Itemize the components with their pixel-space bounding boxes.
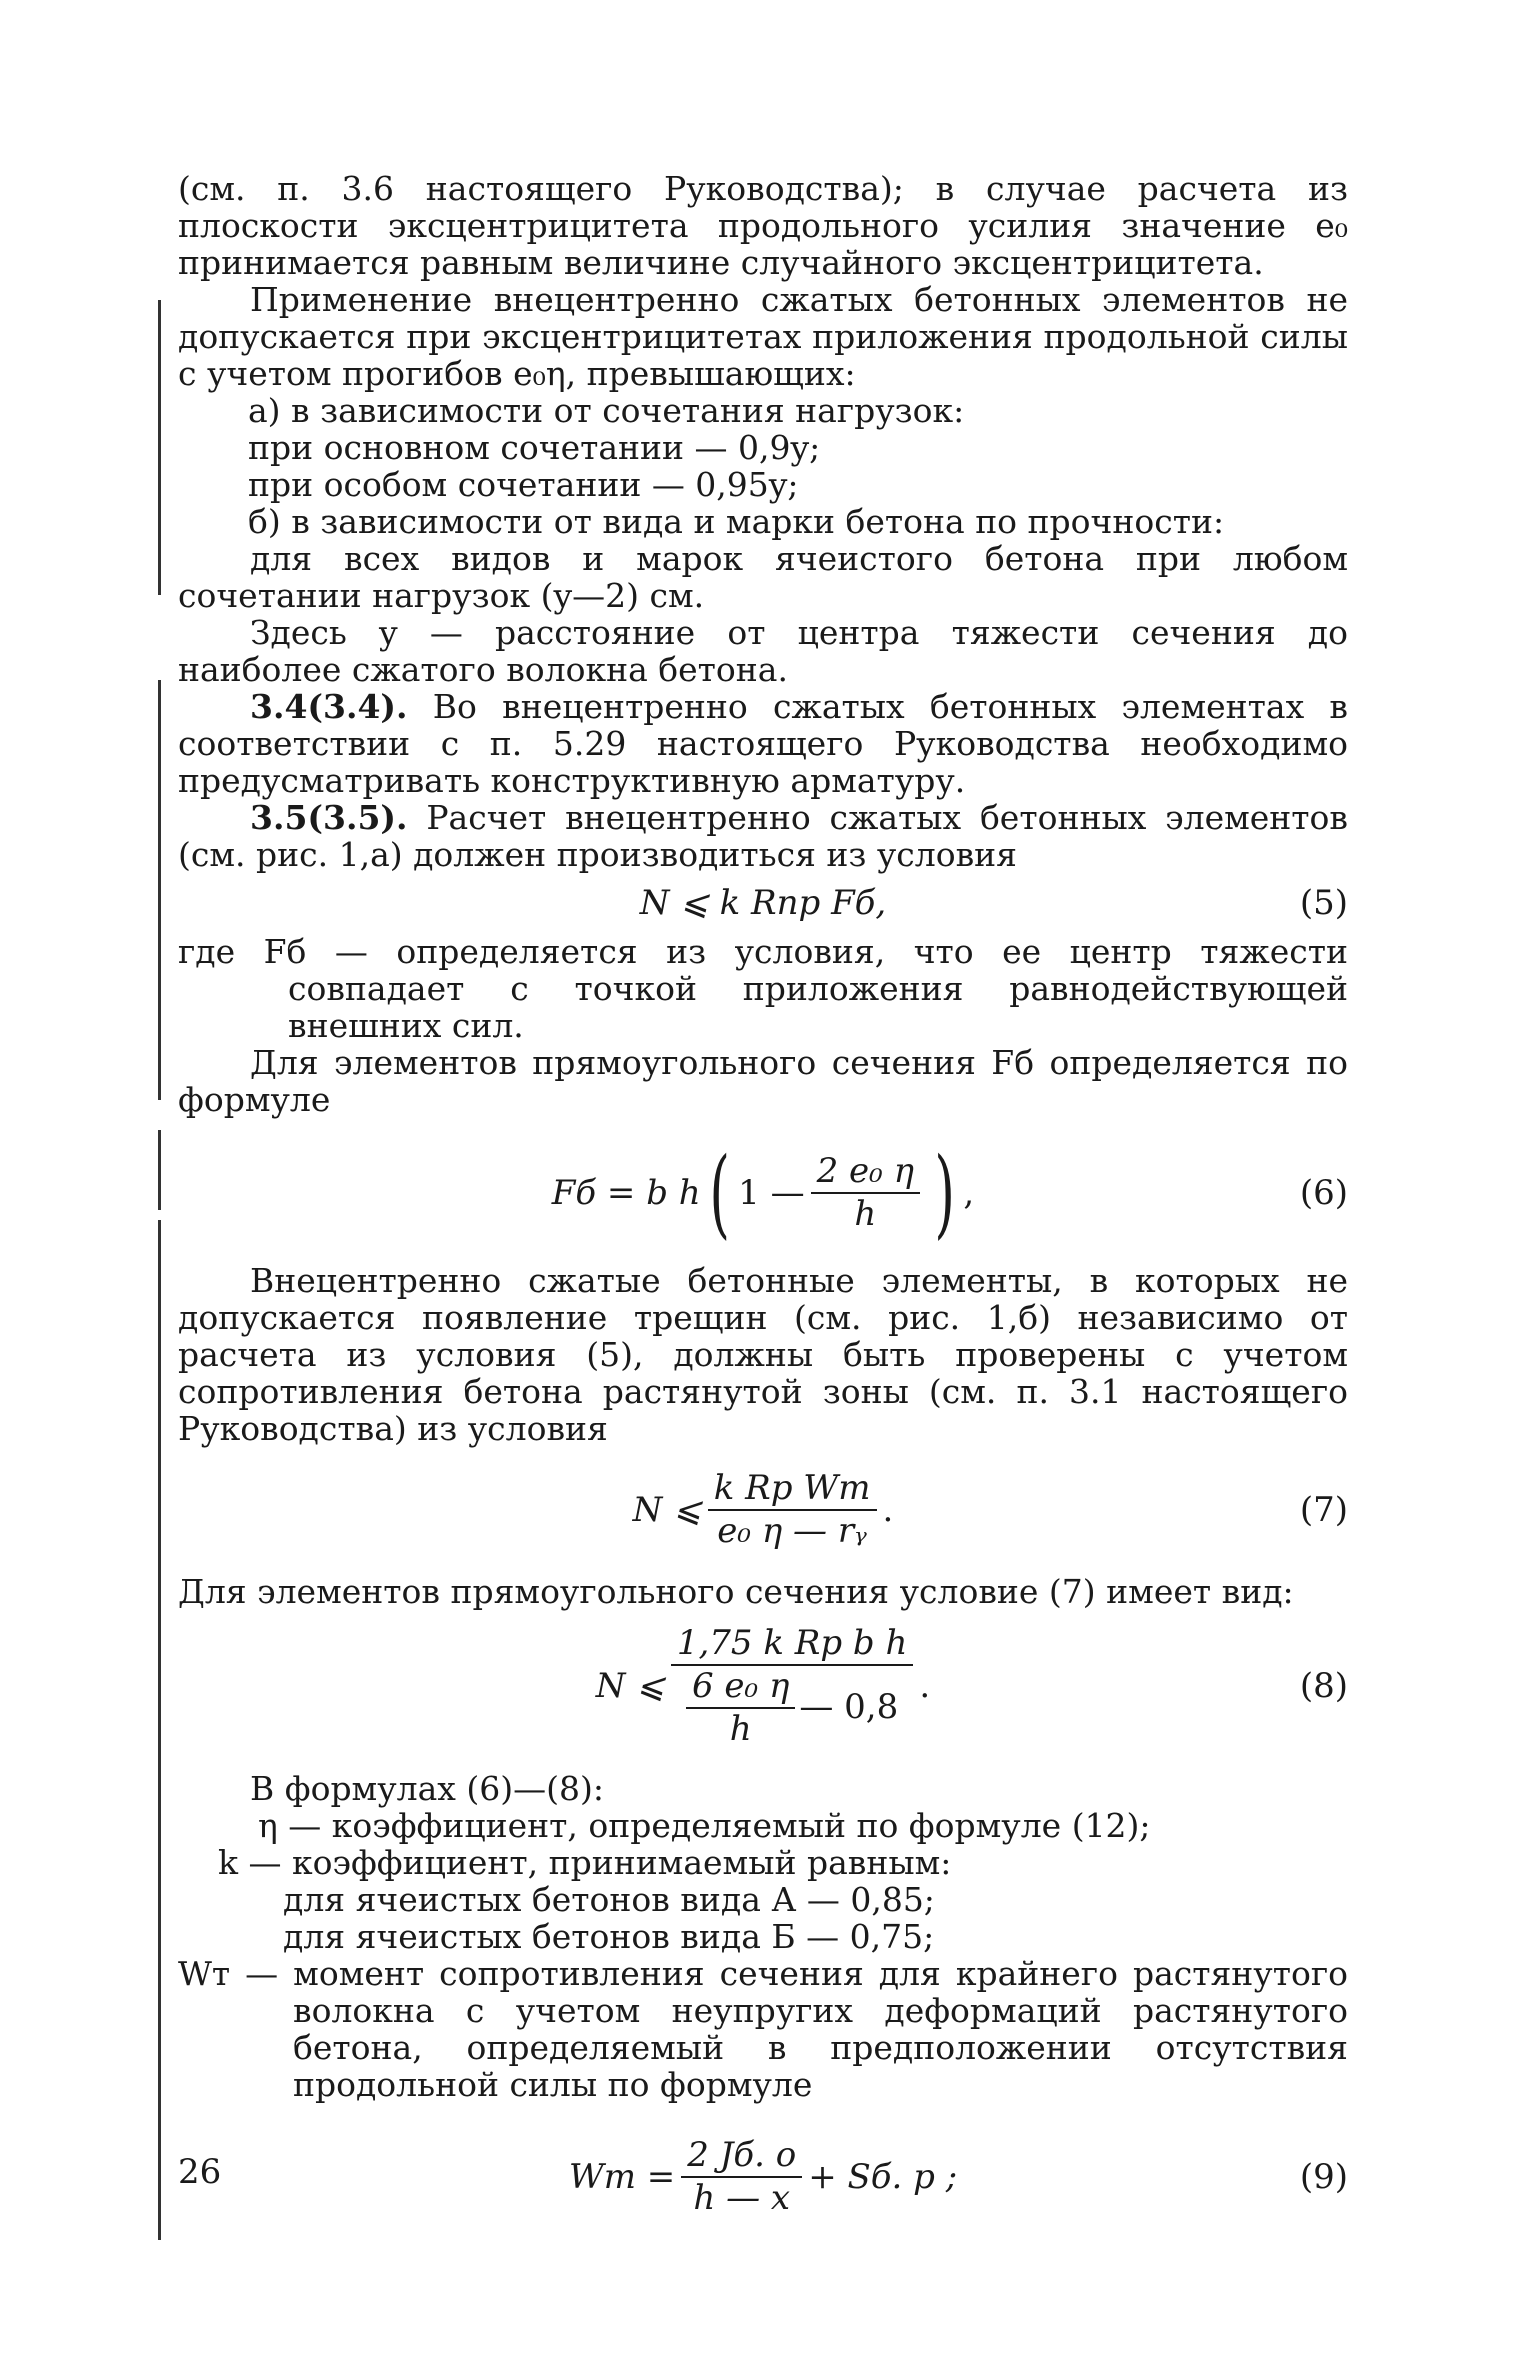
fraction — [671, 1622, 914, 1749]
definition-subitem: для ячеистых бетонов вида А — 0,85; — [283, 1880, 935, 1919]
inner-numerator: 6 e₀ η — [686, 1668, 795, 1709]
paragraph: Внецентренно сжатые бетонные элементы, в которых не допускается появление трещин (см. рис. 1,б) независимо от расчета из условия (5), должны быть проверены с учетом сопротивления бетона растянутой зоны (см. п. 3.1 настоящего Руководства) из условия — [178, 1261, 1348, 1448]
definition-subitem: для ячеистых бетонов вида Б — 0,75; — [283, 1917, 935, 1956]
clause-number: 3.5(3.5). — [250, 798, 408, 837]
paragraph — [178, 799, 1348, 873]
paragraph: Для элементов прямоугольного сечения Fб определяется по формуле — [178, 1043, 1348, 1119]
inner-fraction — [686, 1665, 795, 1749]
equation-tail: + Sб. р ; — [808, 2156, 958, 2197]
list-item: а) в зависимости от сочетания нагрузок: — [248, 391, 965, 430]
fraction-denominator: e₀ η — rᵧ — [717, 1511, 867, 1551]
right-paren: ) — [934, 1137, 955, 1249]
fraction — [681, 2137, 802, 2217]
fraction-denominator — [680, 1666, 904, 1748]
fraction — [708, 1470, 877, 1550]
inner-tail: — 0,8 — [799, 1687, 899, 1727]
equation-lhs: N ⩽ — [632, 1489, 702, 1530]
equation-tail: . — [882, 1489, 894, 1530]
fraction-numerator: 1,75 k Rр b h — [671, 1625, 914, 1666]
margin-rule — [158, 1130, 161, 1210]
paragraph: В формулах (6)—(8): — [250, 1769, 604, 1808]
margin-rule — [158, 1220, 161, 2240]
equation-6 — [178, 1128, 1348, 1258]
fraction-denominator: h — x — [693, 2178, 791, 2218]
definition-item: k — коэффициент, принимаемый равным: — [218, 1843, 952, 1882]
list-item: при особом сочетании — 0,95y; — [248, 465, 799, 504]
equation-7 — [178, 1455, 1348, 1565]
equation-5 — [178, 877, 1348, 929]
paragraph: где Fб — определяется из условия, что ее центр тяжести совпадает с точкой приложения равнодействующей внешних сил. — [178, 932, 1348, 1045]
equation-tail: . — [919, 1665, 931, 1706]
paragraph — [178, 688, 1348, 799]
left-paren: ( — [709, 1137, 730, 1249]
equation-number: (6) — [1299, 1172, 1348, 1213]
fraction-numerator: k Rр Wт — [708, 1470, 877, 1511]
page-number: 26 — [178, 2152, 222, 2192]
fraction — [811, 1153, 920, 1233]
list-item: при основном сочетании — 0,9y; — [248, 428, 821, 467]
definition-item: η — коэффициент, определяемый по формуле (12); — [258, 1806, 1151, 1845]
equation-number: (5) — [1299, 882, 1348, 923]
fraction-numerator: 2 e₀ η — [811, 1153, 920, 1194]
body-text — [178, 170, 1348, 2237]
margin-rule — [158, 300, 161, 595]
paragraph: (см. п. 3.6 настоящего Руководства); в случае расчета из плоскости эксцентрицитета продольного усилия значение e₀ принимается равным величине случайного эксцентрицитета. — [178, 169, 1348, 282]
equation-number: (8) — [1299, 1665, 1348, 1706]
paragraph-text: Во внецентренно сжатых бетонных элементах в соответствии с п. 5.29 настоящего Руководства необходимо предусматривать конструктивную арматуру. — [178, 687, 1348, 800]
equation-lhs: Wт = — [568, 2156, 676, 2197]
inner-denominator: h — [729, 1708, 752, 1749]
equation-expr: N ⩽ k Rпр Fб, — [639, 882, 887, 923]
paragraph-text: Расчет внецентренно сжатых бетонных элементов (см. рис. 1,а) должен производиться из условия — [178, 798, 1348, 874]
equation-number: (7) — [1299, 1489, 1348, 1530]
fraction-numerator: 2 Jб. о — [681, 2137, 802, 2178]
equation-number: (9) — [1299, 2156, 1348, 2197]
equation-lhs: Fб = b h — [551, 1172, 701, 1213]
paragraph: Для элементов прямоугольного сечения условие (7) имеет вид: — [178, 1572, 1294, 1611]
equation-one: 1 — — [738, 1172, 805, 1213]
equation-8 — [178, 1616, 1348, 1756]
equation-9 — [178, 2117, 1348, 2237]
equation-lhs: N ⩽ — [595, 1665, 665, 1706]
fraction-denominator: h — [854, 1194, 877, 1234]
paragraph: для всех видов и марок ячеистого бетона при любом сочетании нагрузок (y—2) см. — [178, 539, 1348, 615]
margin-rule — [158, 680, 161, 1100]
definition-item: Wт — момент сопротивления сечения для крайнего растянутого волокна с учетом неупругих деформаций растянутого бетона, определяемый в предположении отсутствия продольной силы по формуле — [178, 1954, 1348, 2104]
paragraph: Применение внецентренно сжатых бетонных элементов не допускается при эксцентрицитетах приложения продольной силы с учетом прогибов e₀η, превышающих: — [178, 280, 1348, 393]
clause-number: 3.4(3.4). — [250, 687, 408, 726]
equation-tail: , — [963, 1172, 975, 1213]
list-item: б) в зависимости от вида и марки бетона по прочности: — [248, 502, 1225, 541]
paragraph: Здесь y — расстояние от центра тяжести сечения до наиболее сжатого волокна бетона. — [178, 613, 1348, 689]
